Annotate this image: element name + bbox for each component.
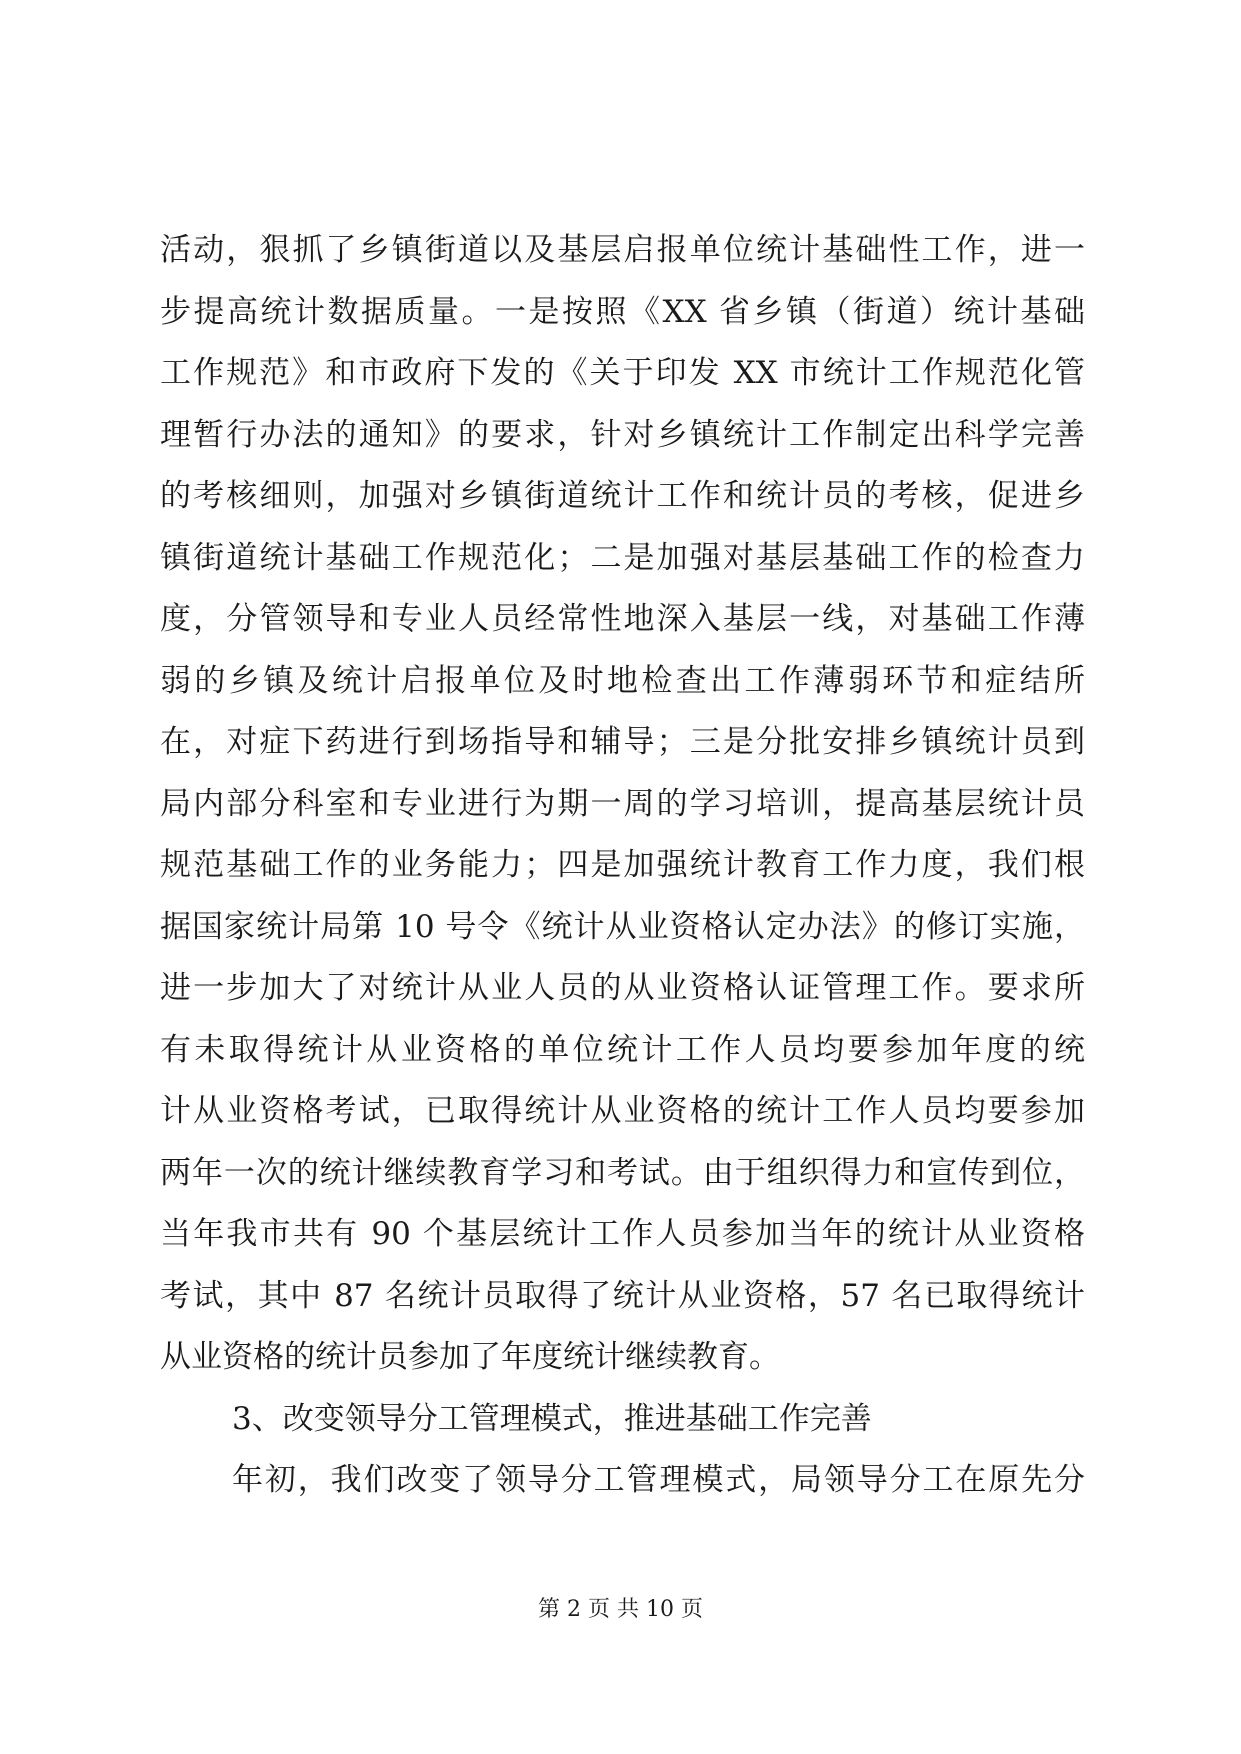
text-line: 有未取得统计从业资格的单位统计工作人员均要参加年度的统	[160, 1031, 1085, 1068]
text-line: 规范基础工作的业务能力；四是加强统计教育工作力度，我们根	[160, 847, 1085, 883]
text-line: 活动，狠抓了乡镇街道以及基层启报单位统计基础性工作，进一	[160, 232, 1085, 268]
body-text	[160, 220, 1085, 1512]
text-line: 考试，其中 87 名统计员取得了统计从业资格，57 名已取得统计	[160, 1277, 1085, 1314]
text-line: 度，分管领导和专业人员经常性地深入基层一线，对基础工作薄	[160, 601, 1085, 637]
text-line: 理暂行办法的通知》的要求，针对乡镇统计工作制定出科学完善	[160, 416, 1085, 453]
text-line: 两年一次的统计继续教育学习和考试。由于组织得力和宣传到位，	[160, 1154, 1085, 1191]
text-line: 当年我市共有 90 个基层统计工作人员参加当年的统计从业资格	[160, 1216, 1085, 1252]
section-heading: 3、改变领导分工管理模式，推进基础工作完善	[232, 1400, 872, 1437]
text-line: 步提高统计数据质量。一是按照《XX 省乡镇（街道）统计基础	[160, 293, 1085, 330]
text-line: 从业资格的统计员参加了年度统计继续教育。	[160, 1339, 780, 1375]
text-line: 镇街道统计基础工作规范化；二是加强对基层基础工作的检查力	[160, 539, 1085, 576]
text-line: 弱的乡镇及统计启报单位及时地检查出工作薄弱环节和症结所	[160, 662, 1085, 699]
page-number-footer: 第 2 页 共 10 页	[538, 1597, 703, 1622]
text-line: 的考核细则，加强对乡镇街道统计工作和统计员的考核，促进乡	[160, 478, 1085, 514]
text-line: 进一步加大了对统计从业人员的从业资格认证管理工作。要求所	[160, 970, 1085, 1006]
text-line: 计从业资格考试，已取得统计从业资格的统计工作人员均要参加	[160, 1093, 1085, 1129]
text-line: 据国家统计局第 10 号令《统计从业资格认定办法》的修订实施，	[160, 908, 1085, 945]
paragraph-start-line: 年初，我们改变了领导分工管理模式，局领导分工在原先分	[232, 1462, 1085, 1498]
text-line: 工作规范》和市政府下发的《关于印发 XX 市统计工作规范化管	[160, 355, 1085, 391]
text-line: 局内部分科室和专业进行为期一周的学习培训，提高基层统计员	[160, 785, 1085, 822]
text-line: 在，对症下药进行到场指导和辅导；三是分批安排乡镇统计员到	[160, 724, 1085, 760]
